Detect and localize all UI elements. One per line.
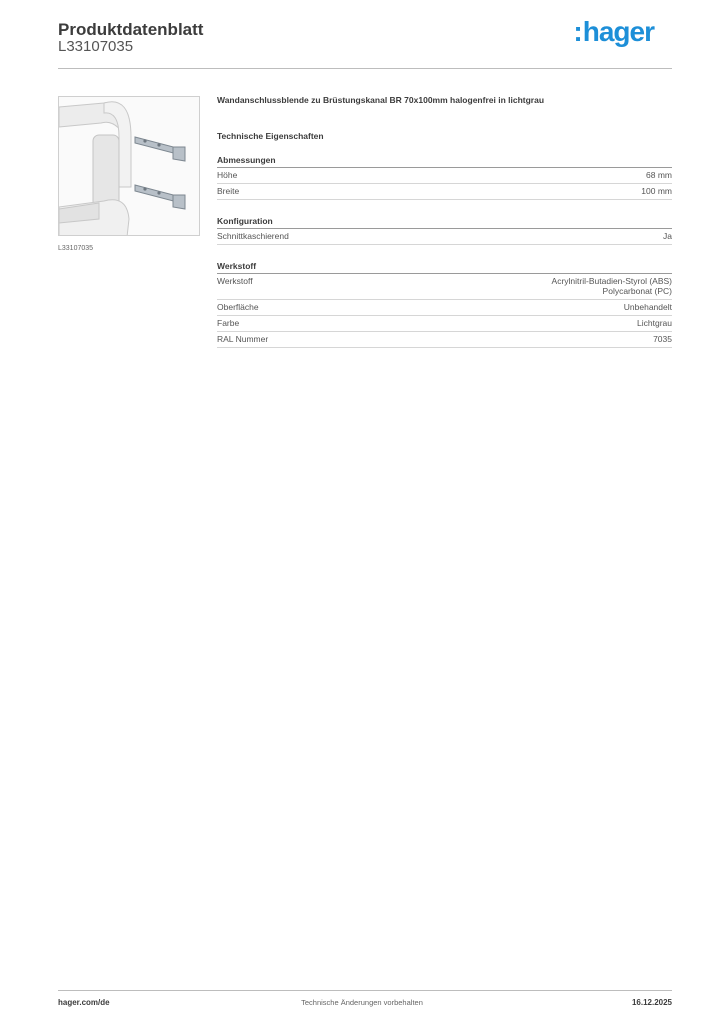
row-label: Werkstoff xyxy=(217,276,253,286)
table-row xyxy=(217,184,672,200)
row-label: RAL Nummer xyxy=(217,334,269,344)
row-value: Ja xyxy=(663,231,672,241)
logo-text: hager xyxy=(582,16,654,47)
product-image xyxy=(58,96,200,236)
section-title: Konfiguration xyxy=(217,216,672,229)
row-value: 100 mm xyxy=(641,186,672,196)
image-caption: L33107035 xyxy=(58,245,94,252)
footer-divider xyxy=(58,990,672,991)
section-konfiguration xyxy=(217,216,672,245)
table-row xyxy=(217,316,672,332)
row-label: Höhe xyxy=(217,170,238,180)
row-value: 7035 xyxy=(653,334,672,344)
row-value: Unbehandelt xyxy=(623,302,672,312)
product-description: Wandanschlussblende zu Brüstungskanal BR 70x100mm halogenfrei in lichtgrau xyxy=(217,95,545,105)
footer-date: 16.12.2025 xyxy=(631,998,672,1007)
section-title: Abmessungen xyxy=(217,155,672,168)
table-row xyxy=(217,229,672,245)
table-row xyxy=(217,300,672,316)
section-werkstoff xyxy=(217,261,672,348)
section-title: Werkstoff xyxy=(217,261,672,274)
product-number: L33107035 xyxy=(58,38,134,55)
hager-logo: :hager xyxy=(573,16,654,47)
row-value xyxy=(552,276,672,296)
page-title: Produktdatenblatt xyxy=(58,20,204,39)
table-row xyxy=(217,332,672,348)
row-label: Breite xyxy=(217,186,240,196)
website-link[interactable]: hager.com/de xyxy=(58,998,110,1007)
product-details xyxy=(217,95,672,348)
row-value-line: Acrylnitril-Butadien-Styrol (ABS) xyxy=(551,276,672,286)
table-row xyxy=(217,168,672,184)
row-label: Schnittkaschierend xyxy=(217,231,289,241)
product-illustration xyxy=(59,97,200,236)
tech-properties-heading: Technische Eigenschaften xyxy=(217,131,324,141)
row-value: Lichtgrau xyxy=(637,318,672,328)
row-value: 68 mm xyxy=(646,170,672,180)
footer-notice: Technische Änderungen vorbehalten xyxy=(301,998,423,1007)
row-value-line: Polycarbonat (PC) xyxy=(602,286,672,296)
table-row xyxy=(217,274,672,300)
row-label: Oberfläche xyxy=(217,302,259,312)
section-abmessungen xyxy=(217,155,672,200)
row-label: Farbe xyxy=(217,318,240,328)
header-divider xyxy=(58,68,672,69)
